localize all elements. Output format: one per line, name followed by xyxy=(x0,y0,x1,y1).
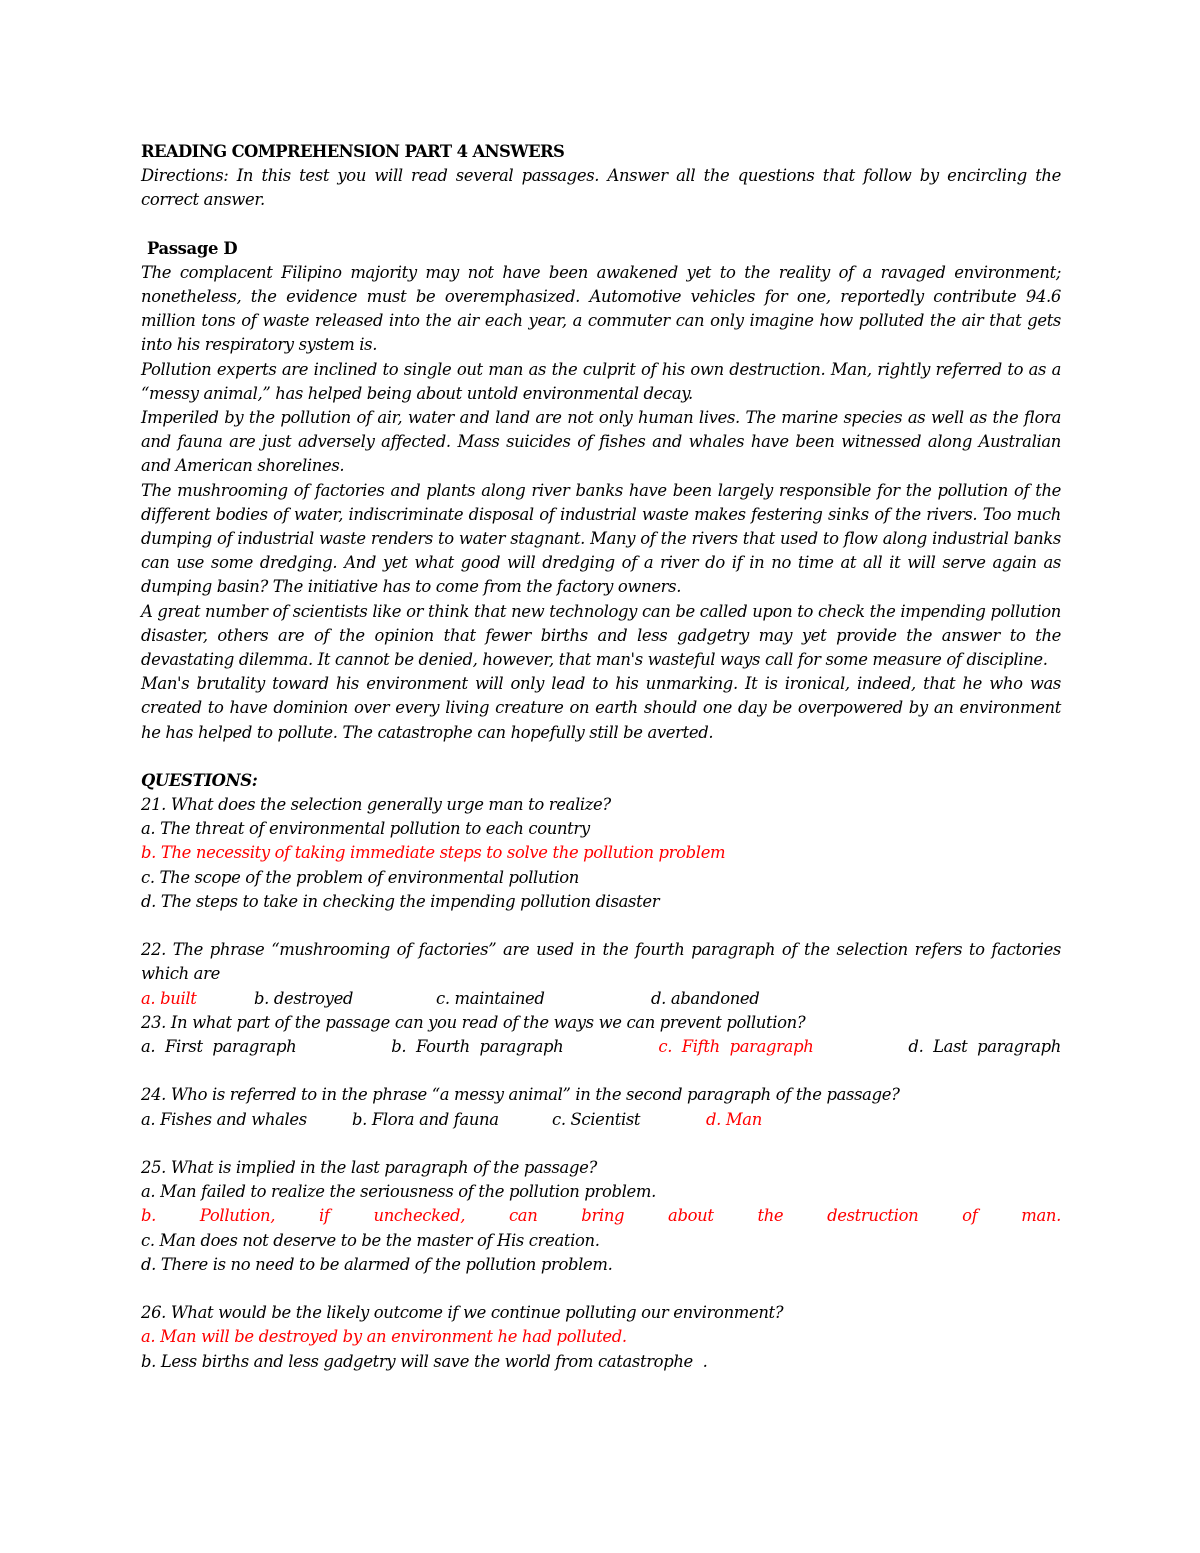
spacer xyxy=(141,1277,1061,1301)
question-23-text: 23. In what part of the passage can you read of the ways we can prevent pollution? xyxy=(141,1012,806,1032)
answer-word: destruction xyxy=(827,1206,919,1226)
answer-word: if xyxy=(319,1206,330,1226)
passage-heading: Passage D xyxy=(147,238,238,258)
question-24-option-c: c. Scientist xyxy=(552,1109,641,1129)
question-21-option-b-answer: b. The necessity of taking immediate steps to solve the pollution problem xyxy=(141,843,726,863)
question-22-option-b: b. destroyed xyxy=(254,988,354,1008)
passage-paragraph-4: The mushrooming of factories and plants along river banks have been largely responsible for the pollution of the different bodies of water, indiscriminate disposal of industrial waste makes festering sinks of the rivers. Too much dumping of industrial waste renders to water stagnant. Many of the rivers that used to flow along industrial banks can use some dredging. And yet what good will dredging of a river do if in no time at all it will serve again as dumping basin? The initiative has to come from the factory owners. xyxy=(141,480,1061,597)
question-22-option-d: d. abandoned xyxy=(651,988,760,1008)
question-25 xyxy=(141,1156,1061,1277)
question-22-option-c: c. maintained xyxy=(436,988,545,1008)
answer-word: bring xyxy=(581,1206,625,1226)
question-23-option-b: b. Fourth paragraph xyxy=(391,1037,564,1057)
answer-word: the xyxy=(757,1206,784,1226)
question-25-option-d: d. There is no need to be alarmed of the pollution problem. xyxy=(141,1254,613,1274)
question-23 xyxy=(141,1011,1061,1059)
answer-word: can xyxy=(508,1206,538,1226)
answer-word: of xyxy=(962,1206,978,1226)
directions-text: Directions: In this test you will read several passages. Answer all the questions that follow by encircling the correct answer. xyxy=(141,166,1061,210)
question-22 xyxy=(141,938,1061,1011)
question-21-option-a: a. The threat of environmental pollution to each country xyxy=(141,819,590,839)
question-26-option-a-answer: a. Man will be destroyed by an environment he had polluted. xyxy=(141,1327,627,1347)
question-23-options xyxy=(141,1035,1061,1059)
question-21-option-c: c. The scope of the problem of environmental pollution xyxy=(141,867,579,887)
question-25-option-a: a. Man failed to realize the seriousness of the pollution problem. xyxy=(141,1182,656,1202)
question-22-options xyxy=(141,987,1061,1011)
passage-paragraph-3: Imperiled by the pollution of air, water and land are not only human lives. The marine species as well as the flora and fauna are just adversely affected. Mass suicides of fishes and whales have been witnessed along Australian and American shorelines. xyxy=(141,408,1061,476)
question-24-text: 24. Who is referred to in the phrase “a messy animal” in the second paragraph of the passage? xyxy=(141,1085,900,1105)
passage-paragraph-5: A great number of scientists like or think that new technology can be called upon to check the impending pollution disaster, others are of the opinion that fewer births and less gadgetry may yet provide the answer to the devastating dilemma. It cannot be denied, however, that man's wasteful ways call for some measure of discipline. xyxy=(141,601,1061,670)
document-content xyxy=(141,140,1061,1374)
question-26-option-b: b. Less births and less gadgetry will save the world from catastrophe . xyxy=(141,1351,708,1371)
spacer xyxy=(141,914,1061,938)
question-21-text: 21. What does the selection generally urge man to realize? xyxy=(141,795,611,815)
question-25-option-c: c. Man does not deserve to be the master of His creation. xyxy=(141,1230,600,1250)
answer-word: Pollution, xyxy=(199,1206,276,1226)
spacer xyxy=(141,1132,1061,1156)
question-24-option-d-answer: d. Man xyxy=(706,1109,762,1129)
answer-word: unchecked, xyxy=(373,1206,466,1226)
question-25-text: 25. What is implied in the last paragraph of the passage? xyxy=(141,1158,597,1178)
question-21-option-d: d. The steps to take in checking the impending pollution disaster xyxy=(141,891,660,911)
question-26 xyxy=(141,1301,1061,1374)
question-21 xyxy=(141,793,1061,914)
answer-word: man. xyxy=(1021,1206,1061,1226)
question-26-text: 26. What would be the likely outcome if we continue polluting our environment? xyxy=(141,1303,784,1323)
question-25-option-b-answer xyxy=(141,1204,1061,1228)
answer-word: b. xyxy=(141,1206,157,1226)
spacer xyxy=(141,1059,1061,1083)
questions-heading: QUESTIONS: xyxy=(141,770,258,790)
document-title: READING COMPREHENSION PART 4 ANSWERS xyxy=(141,142,565,161)
answer-word: about xyxy=(668,1206,714,1226)
question-23-option-d: d. Last paragraph xyxy=(908,1037,1061,1057)
passage-paragraph-2: Pollution experts are inclined to single out man as the culprit of his own destruction. Man, rightly referred to as a “messy animal,” has helped being about untold environmental decay. xyxy=(141,359,1061,403)
passage-paragraph-6: Man's brutality toward his environment will only lead to his unmarking. It is ironical, indeed, that he who was created to have dominion over every living creature on earth should one day be overpowered by an environment he has helped to pollute. The catastrophe can hopefully still be averted. xyxy=(141,674,1061,742)
question-24-options xyxy=(141,1108,1061,1132)
question-22-text: 22. The phrase “mushrooming of factories” are used in the fourth paragraph of the selection refers to factories which are xyxy=(141,940,1061,984)
question-24 xyxy=(141,1083,1061,1131)
question-23-option-c-answer: c. Fifth paragraph xyxy=(658,1037,814,1057)
question-24-option-a: a. Fishes and whales xyxy=(141,1109,307,1129)
question-24-option-b: b. Flora and fauna xyxy=(352,1109,499,1129)
question-22-option-a-answer: a. built xyxy=(141,988,197,1008)
question-23-option-a: a. First paragraph xyxy=(141,1037,297,1057)
passage-paragraph-1: The complacent Filipino majority may not have been awakened yet to the reality of a ravaged environment; nonetheless, the evidence must be overemphasized. Automotive vehicles for one, reportedly contribute 94.6 million tons of waste released into the air each year, a commuter can only imagine how polluted the air that gets into his respiratory system is. xyxy=(141,262,1061,355)
